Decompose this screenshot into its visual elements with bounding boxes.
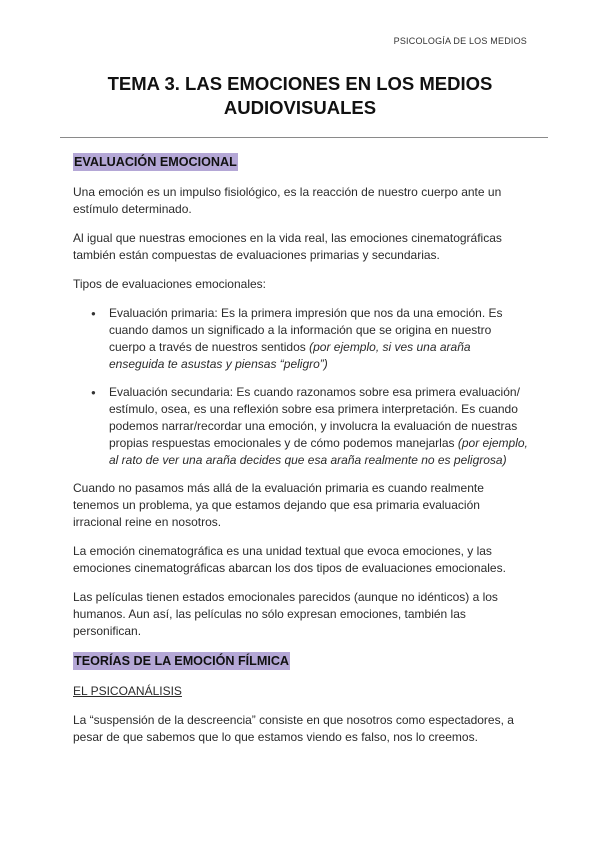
list-item-secondary [109,384,528,469]
section-heading-teorias: TEORÍAS DE LA EMOCIÓN FÍLMICA [74,654,290,668]
paragraph: La “suspensión de la descreencia” consiste en que nosotros como espectadores, a pesar de que sabemos que lo que estamos viendo es falso, nos lo creemos. [73,713,514,744]
list-item-text: Evaluación primaria: Es la primera impresión que nos da una emoción. Es cuando damos un significado a la información que se origina en nuestro cuerpo a través de nuestros sentidos [109,306,503,354]
paragraph: Las películas tienen estados emocionales parecidos (aunque no idénticos) a los humanos. Aun así, las películas no sólo expresan emociones, también las personifican. [73,590,498,638]
subsection-heading-psicoanalisis: EL PSICOANÁLISIS [73,684,182,698]
document-body [73,153,528,758]
paragraph: Cuando no pasamos más allá de la evaluación primaria es cuando realmente tenemos un problema, ya que estamos dejando que esa primaria evaluación irracional reine en nosotros. [73,481,484,529]
list-item-example: (por ejemplo, al rato de ver una araña decides que esa araña realmente no es peligrosa) [109,436,528,467]
paragraph: La emoción cinematográfica es una unidad textual que evoca emociones, y las emociones cinematográficas abarcan los dos tipos de evaluaciones emocionales. [73,544,506,575]
section-2-heading-wrap [73,652,528,683]
document-title: TEMA 3. LAS EMOCIONES EN LOS MEDIOS AUDIOVISUALES [107,73,493,118]
section-heading-evaluacion: EVALUACIÓN EMOCIONAL [74,155,237,169]
paragraph: Una emoción es un impulso fisiológico, es la reacción de nuestro cuerpo ante un estímulo determinado. [73,185,502,216]
list-item-example: (por ejemplo, si ves una araña enseguida te asustas y piensas “peligro”) [109,340,471,371]
paragraph: Tipos de evaluaciones emocionales: [73,277,267,291]
list-item-primary [109,305,528,373]
section-1-heading-wrap [73,153,528,184]
list-item-text: Evaluación secundaria: Es cuando razonamos sobre esa primera evaluación/ estímulo, osea, es una reflexión sobre esa primera interpretación. Es cuando podemos narrar/recordar una emoción, y involucra la evaluación de nuestras propias respuestas emocionales y de cómo podemos manejarlas [109,385,520,450]
evaluation-types-list [73,305,528,469]
paragraph: Al igual que nuestras emociones en la vida real, las emociones cinematográficas también están compuestas de evaluaciones primarias y secundarias. [73,231,502,262]
running-header: PSICOLOGÍA DE LOS MEDIOS [393,36,527,46]
title-divider [60,137,548,138]
